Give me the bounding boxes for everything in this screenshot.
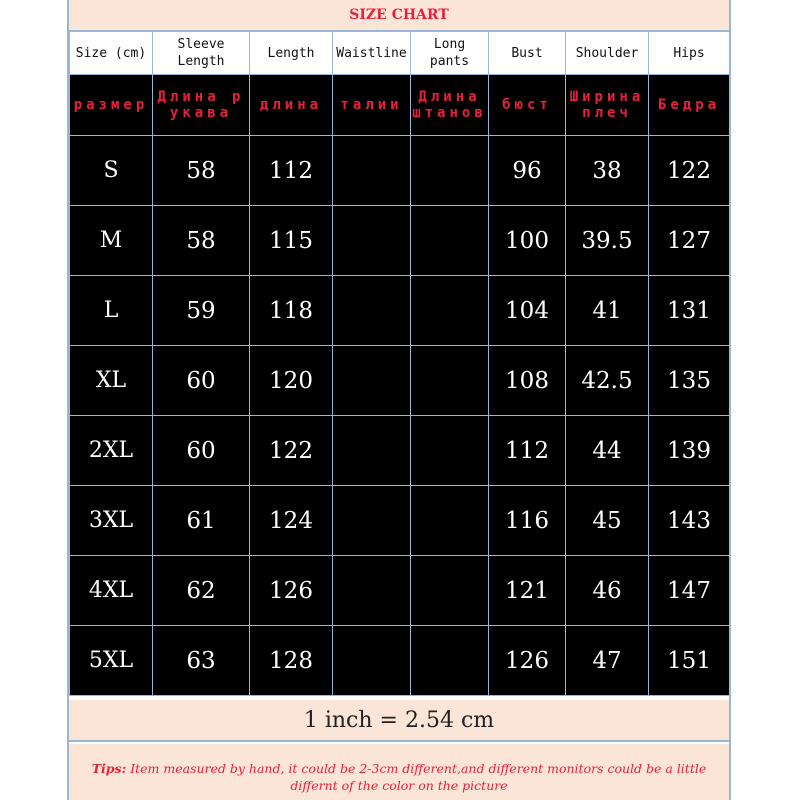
cell-size: 3XL [70,486,153,556]
cell-length: 122 [250,416,333,486]
header-sleeve-length: Sleeve Length [153,32,250,75]
cell-bust: 116 [489,486,566,556]
cell-waistline [333,136,411,206]
cell-waistline [333,206,411,276]
cell-size: XL [70,346,153,416]
header-row-english [70,32,730,75]
cell-sleeve-length: 61 [153,486,250,556]
cell-long-pants [411,136,489,206]
header-ru-hips: Бедра [649,75,730,136]
cell-waistline [333,556,411,626]
cell-hips: 143 [649,486,730,556]
cell-bust: 96 [489,136,566,206]
cell-sleeve-length: 58 [153,136,250,206]
cell-size: 2XL [70,416,153,486]
cell-long-pants [411,206,489,276]
header-long-pants: Long pants [411,32,489,75]
size-chart-title: SIZE CHART [69,0,729,31]
cell-bust: 100 [489,206,566,276]
header-size: Size (cm) [70,32,153,75]
cell-shoulder: 41 [566,276,649,346]
cell-sleeve-length: 63 [153,626,250,696]
cell-hips: 151 [649,626,730,696]
cell-sleeve-length: 58 [153,206,250,276]
cell-waistline [333,346,411,416]
cell-long-pants [411,416,489,486]
table-row [70,626,730,696]
cell-long-pants [411,486,489,556]
cell-shoulder: 45 [566,486,649,556]
table-row [70,486,730,556]
cell-bust: 104 [489,276,566,346]
header-ru-bust: бюст [489,75,566,136]
header-ru-shoulder: Ширина плеч [566,75,649,136]
cell-length: 118 [250,276,333,346]
cell-size: 4XL [70,556,153,626]
header-length: Length [250,32,333,75]
table-row [70,346,730,416]
cell-length: 126 [250,556,333,626]
header-row-russian [70,75,730,136]
header-ru-waistline: талии [333,75,411,136]
cell-sleeve-length: 60 [153,416,250,486]
cell-bust: 121 [489,556,566,626]
cell-shoulder: 46 [566,556,649,626]
cell-hips: 131 [649,276,730,346]
cell-size: L [70,276,153,346]
cell-waistline [333,416,411,486]
tips-label: Tips: [91,761,127,776]
cell-long-pants [411,626,489,696]
cell-length: 124 [250,486,333,556]
cell-shoulder: 42.5 [566,346,649,416]
cell-waistline [333,486,411,556]
table-row [70,206,730,276]
cell-shoulder: 39.5 [566,206,649,276]
cell-bust: 108 [489,346,566,416]
cell-hips: 127 [649,206,730,276]
cell-long-pants [411,556,489,626]
header-bust: Bust [489,32,566,75]
cell-hips: 147 [649,556,730,626]
cell-bust: 112 [489,416,566,486]
cell-hips: 122 [649,136,730,206]
cell-shoulder: 44 [566,416,649,486]
header-ru-sleeve-length: Длина рукава [153,75,250,136]
table-row [70,416,730,486]
cell-length: 112 [250,136,333,206]
cell-sleeve-length: 60 [153,346,250,416]
cell-size: S [70,136,153,206]
cell-size: 5XL [70,626,153,696]
header-shoulder: Shoulder [566,32,649,75]
cell-bust: 126 [489,626,566,696]
cell-waistline [333,276,411,346]
inch-conversion-note: 1 inch = 2.54 cm [69,700,729,742]
cell-waistline [333,626,411,696]
tips-note [69,744,729,800]
table-row [70,276,730,346]
cell-sleeve-length: 62 [153,556,250,626]
cell-shoulder: 38 [566,136,649,206]
tips-text: Item measured by hand, it could be 2-3cm different,and different monitors could be a little differnt of the color on the picture [130,761,707,793]
cell-hips: 139 [649,416,730,486]
cell-sleeve-length: 59 [153,276,250,346]
size-chart-table [69,31,730,696]
header-hips: Hips [649,32,730,75]
header-ru-size: размер [70,75,153,136]
header-waistline: Waistline [333,32,411,75]
cell-hips: 135 [649,346,730,416]
cell-long-pants [411,346,489,416]
cell-shoulder: 47 [566,626,649,696]
cell-length: 128 [250,626,333,696]
cell-length: 115 [250,206,333,276]
cell-size: M [70,206,153,276]
table-row [70,556,730,626]
header-ru-length: длина [250,75,333,136]
header-ru-long-pants: Длина штанов [411,75,489,136]
table-row [70,136,730,206]
cell-long-pants [411,276,489,346]
cell-length: 120 [250,346,333,416]
